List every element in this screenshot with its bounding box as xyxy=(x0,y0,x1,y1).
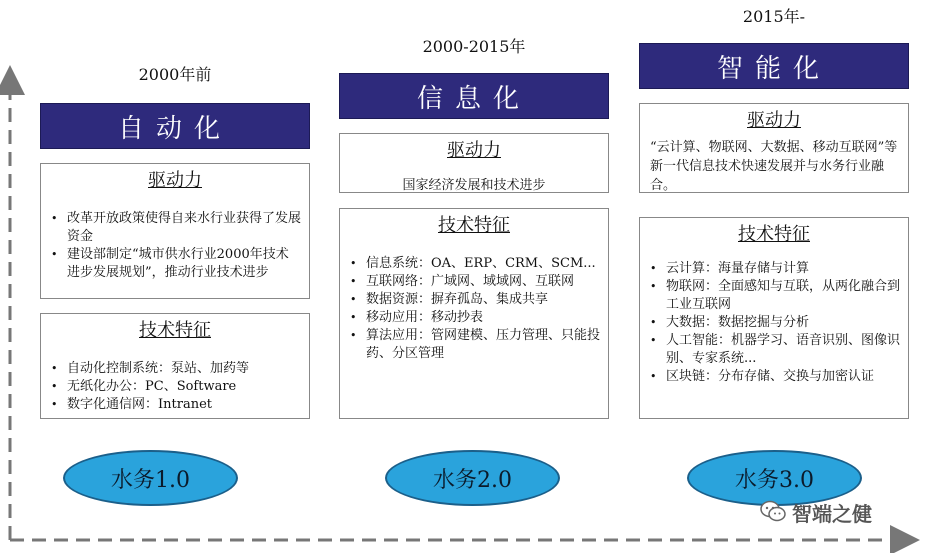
driver-title: 驱动力 xyxy=(148,170,202,191)
driver-text: 国家经济发展和技术进步 xyxy=(402,178,546,193)
list-item: • 自动化控制系统：泵站、加药等 xyxy=(49,360,301,378)
driver-title: 驱动力 xyxy=(447,140,501,161)
list-item: • 区块链：分布存储、交换与加密认证 xyxy=(648,368,900,386)
driver-box-3 xyxy=(639,103,909,193)
water-ellipse-1: 水务1.0 xyxy=(63,450,238,506)
driver-title: 驱动力 xyxy=(747,110,801,131)
era-label-1: 2000年前 xyxy=(138,65,212,84)
watermark-text: 智端之健 xyxy=(792,502,872,526)
driver-box-2 xyxy=(339,133,609,193)
tech-title: 技术特征 xyxy=(438,215,510,236)
tech-list xyxy=(640,260,908,386)
stage-header-automation: 自动化 xyxy=(40,103,310,149)
list-item: • 无纸化办公：PC、Software xyxy=(49,378,301,396)
wechat-icon xyxy=(760,500,786,526)
list-item: • 互联网络：广域网、域域网、互联网 xyxy=(348,273,600,291)
era-label-2: 2000-2015年 xyxy=(422,37,526,56)
era-label-3: 2015年- xyxy=(742,7,806,26)
list-item: • 信息系统：OA、ERP、CRM、SCM... xyxy=(348,255,600,273)
list-item: • 大数据：数据挖掘与分析 xyxy=(648,314,900,332)
tech-box-3 xyxy=(639,217,909,419)
watermark xyxy=(760,498,872,527)
tech-title: 技术特征 xyxy=(738,224,810,245)
tech-box-2 xyxy=(339,208,609,419)
tech-box-1 xyxy=(40,313,310,419)
driver-text: “云计算、物联网、大数据、移动互联网”等新一代信息技术快速发展并与水务行业融合。 xyxy=(650,140,898,193)
water-ellipse-3: 水务3.0 xyxy=(687,450,862,506)
list-item: • 物联网：全面感知与互联，从两化融合到工业互联网 xyxy=(648,278,900,314)
list-item: • 数字化通信网：Intranet xyxy=(49,396,301,414)
stage-header-informatization: 信息化 xyxy=(339,73,609,119)
water-ellipse-2: 水务2.0 xyxy=(385,450,560,506)
list-item: • 云计算：海量存储与计算 xyxy=(648,260,900,278)
list-item: • 建设部制定“城市供水行业2000年技术进步发展规划”，推动行业技术进步 xyxy=(49,246,301,282)
driver-box-1 xyxy=(40,163,310,299)
list-item: • 移动应用：移动抄表 xyxy=(348,309,600,327)
list-item: • 人工智能：机器学习、语音识别、图像识别、专家系统... xyxy=(648,332,900,368)
list-item: • 算法应用：管网建模、压力管理、只能投药、分区管理 xyxy=(348,327,600,363)
list-item: • 改革开放政策使得自来水行业获得了发展资金 xyxy=(49,210,301,246)
list-item: • 数据资源：摒弃孤岛、集成共享 xyxy=(348,291,600,309)
driver-list xyxy=(41,210,309,282)
tech-list xyxy=(340,255,608,363)
tech-title: 技术特征 xyxy=(139,320,211,341)
tech-list xyxy=(41,360,309,414)
stage-header-intelligence: 智能化 xyxy=(639,43,909,89)
